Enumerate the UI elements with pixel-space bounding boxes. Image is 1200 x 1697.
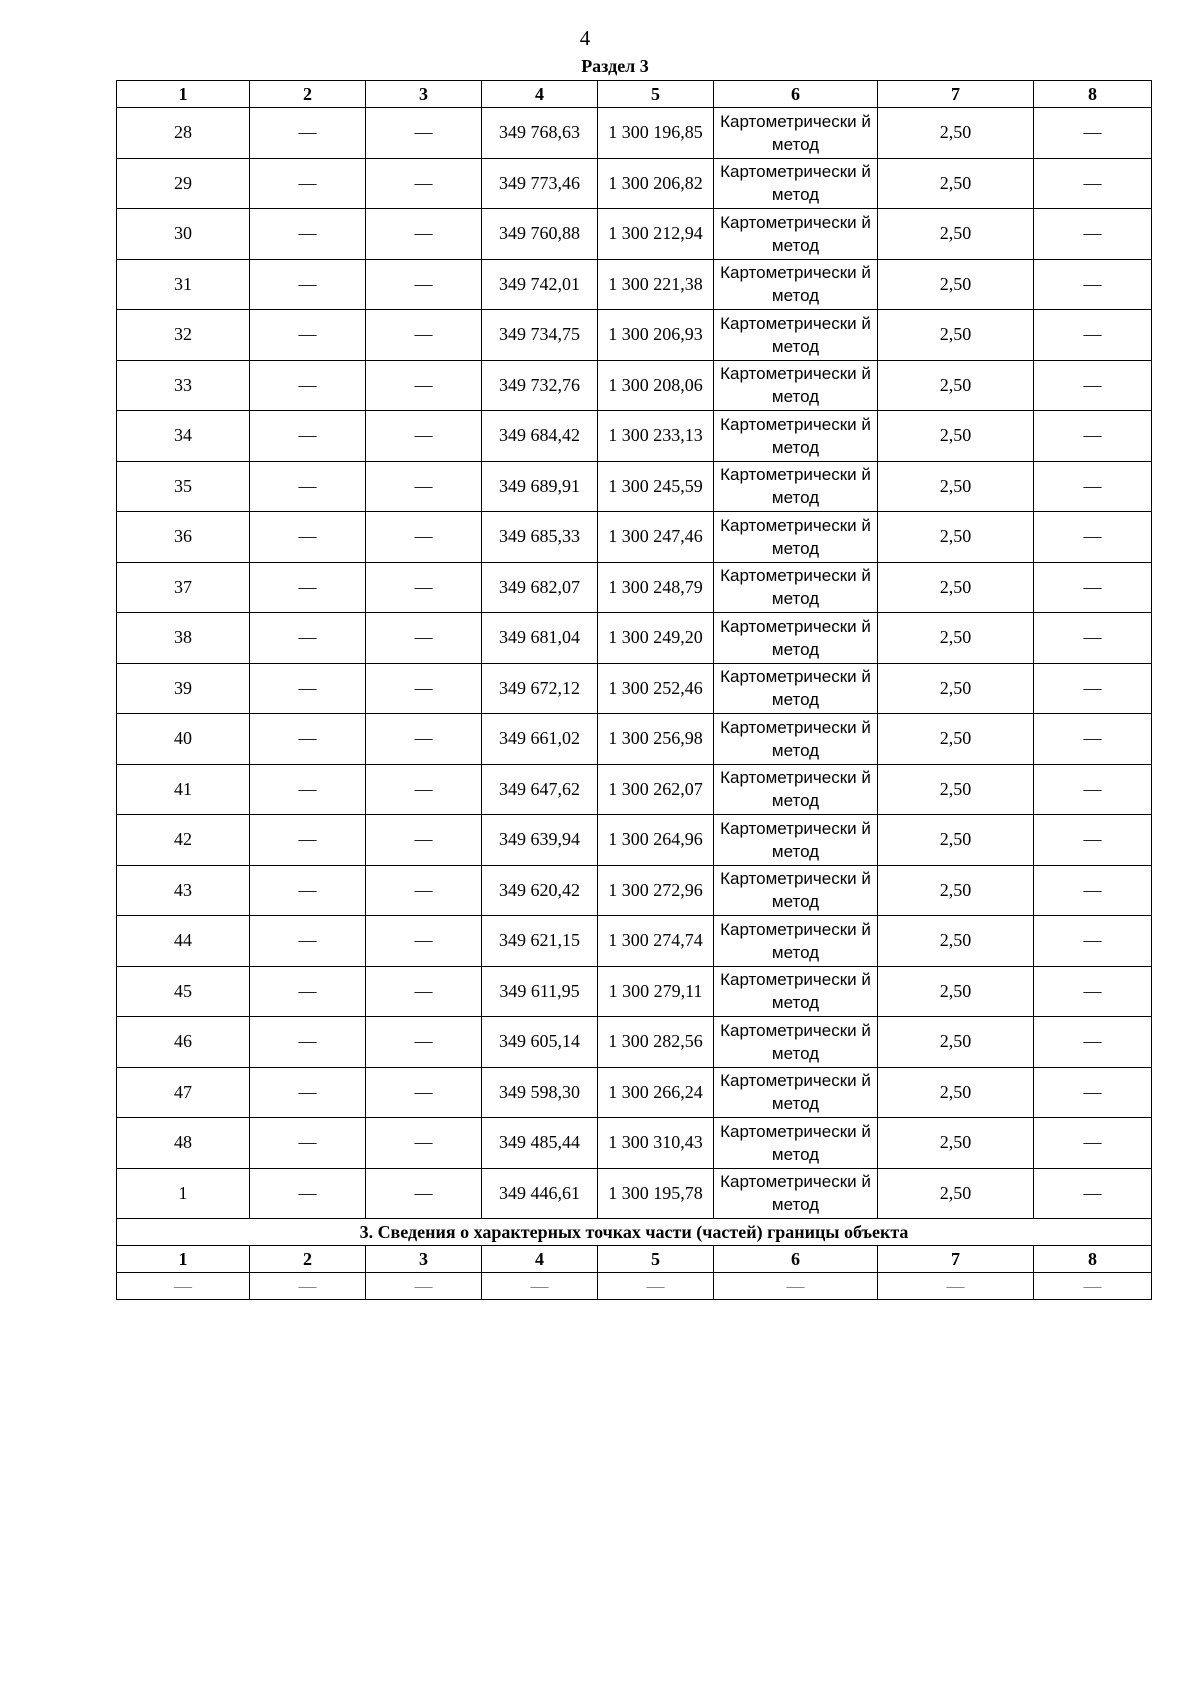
- table-row: [117, 865, 1152, 916]
- y-coordinate: 1 300 279,11: [598, 966, 714, 1017]
- column-header-8: 8: [1034, 81, 1152, 108]
- col8-value: —: [1034, 663, 1152, 714]
- col8-value: —: [1034, 1067, 1152, 1118]
- table-row: [117, 259, 1152, 310]
- section-title: Раздел 3: [581, 56, 649, 76]
- y-coordinate: 1 300 272,96: [598, 865, 714, 916]
- accuracy: 2,50: [878, 461, 1034, 512]
- subsection-title-row: [117, 1219, 1152, 1246]
- subsection-column-header-1: 1: [117, 1246, 250, 1273]
- y-coordinate: 1 300 282,56: [598, 1017, 714, 1068]
- x-coordinate: 349 689,91: [482, 461, 598, 512]
- col2-value: —: [250, 714, 366, 765]
- col2-value: —: [250, 108, 366, 159]
- table-row: [117, 1017, 1152, 1068]
- x-coordinate: 349 672,12: [482, 663, 598, 714]
- subsection-column-header-8: 8: [1034, 1246, 1152, 1273]
- empty-cell: —: [482, 1273, 598, 1300]
- table-row: [117, 360, 1152, 411]
- point-number: 40: [117, 714, 250, 765]
- col2-value: —: [250, 916, 366, 967]
- point-number: 39: [117, 663, 250, 714]
- col3-value: —: [366, 209, 482, 260]
- table-header-row: [117, 81, 1152, 108]
- subsection-column-header-3: 3: [366, 1246, 482, 1273]
- x-coordinate: 349 611,95: [482, 966, 598, 1017]
- method: Картометрически й метод: [714, 764, 878, 815]
- method: Картометрически й метод: [714, 865, 878, 916]
- column-header-1: 1: [117, 81, 250, 108]
- method: Картометрически й метод: [714, 461, 878, 512]
- point-number: 28: [117, 108, 250, 159]
- point-number: 32: [117, 310, 250, 361]
- col8-value: —: [1034, 310, 1152, 361]
- col8-value: —: [1034, 1118, 1152, 1169]
- method: Картометрически й метод: [714, 158, 878, 209]
- accuracy: 2,50: [878, 259, 1034, 310]
- y-coordinate: 1 300 196,85: [598, 108, 714, 159]
- column-header-5: 5: [598, 81, 714, 108]
- col2-value: —: [250, 663, 366, 714]
- x-coordinate: 349 621,15: [482, 916, 598, 967]
- table-row: [117, 1067, 1152, 1118]
- accuracy: 2,50: [878, 663, 1034, 714]
- point-number: 1: [117, 1168, 250, 1219]
- y-coordinate: 1 300 252,46: [598, 663, 714, 714]
- table-row: [117, 663, 1152, 714]
- accuracy: 2,50: [878, 966, 1034, 1017]
- empty-cell: —: [1034, 1273, 1152, 1300]
- table-row: [117, 613, 1152, 664]
- y-coordinate: 1 300 206,93: [598, 310, 714, 361]
- accuracy: 2,50: [878, 108, 1034, 159]
- col3-value: —: [366, 1168, 482, 1219]
- col2-value: —: [250, 1118, 366, 1169]
- col8-value: —: [1034, 815, 1152, 866]
- x-coordinate: 349 446,61: [482, 1168, 598, 1219]
- col3-value: —: [366, 764, 482, 815]
- col2-value: —: [250, 158, 366, 209]
- table-row: [117, 714, 1152, 765]
- y-coordinate: 1 300 262,07: [598, 764, 714, 815]
- col2-value: —: [250, 259, 366, 310]
- table-row: [117, 815, 1152, 866]
- point-number: 46: [117, 1017, 250, 1068]
- table-row: [117, 916, 1152, 967]
- point-number: 36: [117, 512, 250, 563]
- col8-value: —: [1034, 916, 1152, 967]
- col8-value: —: [1034, 1168, 1152, 1219]
- accuracy: 2,50: [878, 360, 1034, 411]
- y-coordinate: 1 300 206,82: [598, 158, 714, 209]
- method: Картометрически й метод: [714, 1067, 878, 1118]
- col8-value: —: [1034, 411, 1152, 462]
- col3-value: —: [366, 360, 482, 411]
- x-coordinate: 349 732,76: [482, 360, 598, 411]
- method: Картометрически й метод: [714, 209, 878, 260]
- y-coordinate: 1 300 249,20: [598, 613, 714, 664]
- y-coordinate: 1 300 233,13: [598, 411, 714, 462]
- point-number: 42: [117, 815, 250, 866]
- col8-value: —: [1034, 512, 1152, 563]
- x-coordinate: 349 734,75: [482, 310, 598, 361]
- accuracy: 2,50: [878, 1118, 1034, 1169]
- point-number: 43: [117, 865, 250, 916]
- y-coordinate: 1 300 310,43: [598, 1118, 714, 1169]
- y-coordinate: 1 300 248,79: [598, 562, 714, 613]
- col3-value: —: [366, 512, 482, 563]
- col2-value: —: [250, 562, 366, 613]
- column-header-2: 2: [250, 81, 366, 108]
- col8-value: —: [1034, 613, 1152, 664]
- col3-value: —: [366, 815, 482, 866]
- point-number: 33: [117, 360, 250, 411]
- accuracy: 2,50: [878, 1017, 1034, 1068]
- x-coordinate: 349 682,07: [482, 562, 598, 613]
- method: Картометрически й метод: [714, 512, 878, 563]
- x-coordinate: 349 485,44: [482, 1118, 598, 1169]
- empty-cell: —: [366, 1273, 482, 1300]
- accuracy: 2,50: [878, 1168, 1034, 1219]
- point-number: 45: [117, 966, 250, 1017]
- table-row: [117, 209, 1152, 260]
- empty-cell: —: [878, 1273, 1034, 1300]
- y-coordinate: 1 300 245,59: [598, 461, 714, 512]
- x-coordinate: 349 639,94: [482, 815, 598, 866]
- method: Картометрически й метод: [714, 714, 878, 765]
- subsection-title: 3. Сведения о характерных точках части (частей) границы объекта: [117, 1219, 1152, 1246]
- table-row: [117, 461, 1152, 512]
- col3-value: —: [366, 613, 482, 664]
- accuracy: 2,50: [878, 562, 1034, 613]
- point-number: 41: [117, 764, 250, 815]
- col3-value: —: [366, 461, 482, 512]
- point-number: 34: [117, 411, 250, 462]
- x-coordinate: 349 620,42: [482, 865, 598, 916]
- col3-value: —: [366, 411, 482, 462]
- subsection-column-header-4: 4: [482, 1246, 598, 1273]
- y-coordinate: 1 300 212,94: [598, 209, 714, 260]
- table-row: [117, 562, 1152, 613]
- y-coordinate: 1 300 195,78: [598, 1168, 714, 1219]
- y-coordinate: 1 300 208,06: [598, 360, 714, 411]
- column-header-7: 7: [878, 81, 1034, 108]
- col8-value: —: [1034, 158, 1152, 209]
- x-coordinate: 349 681,04: [482, 613, 598, 664]
- col8-value: —: [1034, 1017, 1152, 1068]
- page-number: 4: [579, 26, 591, 50]
- col2-value: —: [250, 764, 366, 815]
- point-number: 31: [117, 259, 250, 310]
- x-coordinate: 349 768,63: [482, 108, 598, 159]
- x-coordinate: 349 760,88: [482, 209, 598, 260]
- point-number: 38: [117, 613, 250, 664]
- accuracy: 2,50: [878, 865, 1034, 916]
- col3-value: —: [366, 1017, 482, 1068]
- y-coordinate: 1 300 247,46: [598, 512, 714, 563]
- col3-value: —: [366, 714, 482, 765]
- col8-value: —: [1034, 259, 1152, 310]
- col2-value: —: [250, 865, 366, 916]
- y-coordinate: 1 300 221,38: [598, 259, 714, 310]
- subsection-empty-row: [117, 1273, 1152, 1300]
- col3-value: —: [366, 259, 482, 310]
- x-coordinate: 349 773,46: [482, 158, 598, 209]
- col2-value: —: [250, 613, 366, 664]
- table-row: [117, 158, 1152, 209]
- table-row: [117, 1168, 1152, 1219]
- method: Картометрически й метод: [714, 1168, 878, 1219]
- accuracy: 2,50: [878, 209, 1034, 260]
- x-coordinate: 349 742,01: [482, 259, 598, 310]
- col3-value: —: [366, 310, 482, 361]
- point-number: 44: [117, 916, 250, 967]
- col2-value: —: [250, 360, 366, 411]
- col3-value: —: [366, 966, 482, 1017]
- col2-value: —: [250, 1067, 366, 1118]
- col3-value: —: [366, 916, 482, 967]
- subsection-column-header-5: 5: [598, 1246, 714, 1273]
- col8-value: —: [1034, 209, 1152, 260]
- table-row: [117, 512, 1152, 563]
- method: Картометрически й метод: [714, 815, 878, 866]
- point-number: 47: [117, 1067, 250, 1118]
- accuracy: 2,50: [878, 411, 1034, 462]
- col2-value: —: [250, 512, 366, 563]
- col8-value: —: [1034, 360, 1152, 411]
- method: Картометрически й метод: [714, 663, 878, 714]
- point-number: 29: [117, 158, 250, 209]
- point-number: 30: [117, 209, 250, 260]
- method: Картометрически й метод: [714, 259, 878, 310]
- x-coordinate: 349 661,02: [482, 714, 598, 765]
- method: Картометрически й метод: [714, 310, 878, 361]
- method: Картометрически й метод: [714, 411, 878, 462]
- column-header-4: 4: [482, 81, 598, 108]
- y-coordinate: 1 300 274,74: [598, 916, 714, 967]
- accuracy: 2,50: [878, 158, 1034, 209]
- col2-value: —: [250, 1168, 366, 1219]
- method: Картометрически й метод: [714, 613, 878, 664]
- accuracy: 2,50: [878, 512, 1034, 563]
- point-number: 48: [117, 1118, 250, 1169]
- coordinates-table: [116, 80, 1152, 1300]
- col2-value: —: [250, 815, 366, 866]
- accuracy: 2,50: [878, 916, 1034, 967]
- accuracy: 2,50: [878, 310, 1034, 361]
- accuracy: 2,50: [878, 815, 1034, 866]
- method: Картометрически й метод: [714, 1017, 878, 1068]
- accuracy: 2,50: [878, 714, 1034, 765]
- col3-value: —: [366, 1118, 482, 1169]
- table-row: [117, 966, 1152, 1017]
- y-coordinate: 1 300 256,98: [598, 714, 714, 765]
- col2-value: —: [250, 411, 366, 462]
- column-header-6: 6: [714, 81, 878, 108]
- point-number: 37: [117, 562, 250, 613]
- col3-value: —: [366, 663, 482, 714]
- y-coordinate: 1 300 264,96: [598, 815, 714, 866]
- col8-value: —: [1034, 461, 1152, 512]
- x-coordinate: 349 647,62: [482, 764, 598, 815]
- empty-cell: —: [714, 1273, 878, 1300]
- accuracy: 2,50: [878, 764, 1034, 815]
- method: Картометрически й метод: [714, 1118, 878, 1169]
- accuracy: 2,50: [878, 1067, 1034, 1118]
- point-number: 35: [117, 461, 250, 512]
- col2-value: —: [250, 966, 366, 1017]
- table-row: [117, 310, 1152, 361]
- col3-value: —: [366, 865, 482, 916]
- subsection-header-row: [117, 1246, 1152, 1273]
- method: Картометрически й метод: [714, 360, 878, 411]
- col3-value: —: [366, 562, 482, 613]
- col8-value: —: [1034, 966, 1152, 1017]
- col8-value: —: [1034, 865, 1152, 916]
- method: Картометрически й метод: [714, 916, 878, 967]
- table-row: [117, 108, 1152, 159]
- col8-value: —: [1034, 714, 1152, 765]
- x-coordinate: 349 684,42: [482, 411, 598, 462]
- empty-cell: —: [117, 1273, 250, 1300]
- empty-cell: —: [598, 1273, 714, 1300]
- table-row: [117, 411, 1152, 462]
- table-row: [117, 1118, 1152, 1169]
- col8-value: —: [1034, 108, 1152, 159]
- col3-value: —: [366, 108, 482, 159]
- col2-value: —: [250, 461, 366, 512]
- col3-value: —: [366, 158, 482, 209]
- column-header-3: 3: [366, 81, 482, 108]
- x-coordinate: 349 598,30: [482, 1067, 598, 1118]
- method: Картометрически й метод: [714, 966, 878, 1017]
- method: Картометрически й метод: [714, 108, 878, 159]
- subsection-column-header-2: 2: [250, 1246, 366, 1273]
- subsection-column-header-6: 6: [714, 1246, 878, 1273]
- y-coordinate: 1 300 266,24: [598, 1067, 714, 1118]
- accuracy: 2,50: [878, 613, 1034, 664]
- x-coordinate: 349 605,14: [482, 1017, 598, 1068]
- method: Картометрически й метод: [714, 562, 878, 613]
- empty-cell: —: [250, 1273, 366, 1300]
- col8-value: —: [1034, 562, 1152, 613]
- col8-value: —: [1034, 764, 1152, 815]
- table-row: [117, 764, 1152, 815]
- col3-value: —: [366, 1067, 482, 1118]
- col2-value: —: [250, 1017, 366, 1068]
- col2-value: —: [250, 310, 366, 361]
- col2-value: —: [250, 209, 366, 260]
- x-coordinate: 349 685,33: [482, 512, 598, 563]
- subsection-column-header-7: 7: [878, 1246, 1034, 1273]
